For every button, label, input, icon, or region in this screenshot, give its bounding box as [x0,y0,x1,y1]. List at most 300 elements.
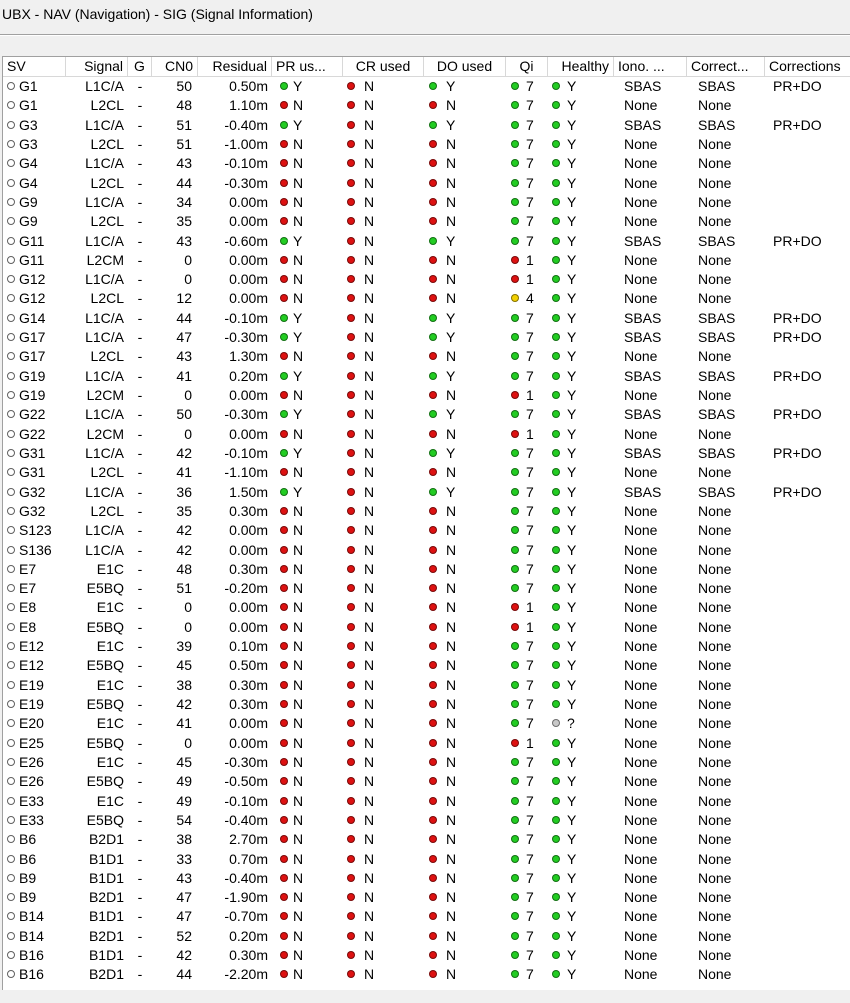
do-status-icon [429,970,437,978]
cell-healthy: Y [567,309,577,326]
sv-marker-icon [7,468,15,476]
cell-sv: E25 [19,734,44,751]
col-header-signal[interactable]: Signal [66,57,128,76]
cell-correct: SBAS [698,116,736,133]
cell-healthy: Y [567,483,577,500]
cell-qi: 7 [526,869,534,886]
cell-qi: 7 [526,947,534,964]
cell-g: - [137,135,143,152]
cell-g: - [137,947,143,964]
cell-do-used: Y [446,367,456,384]
cell-cr-used: N [364,251,375,268]
cell-qi: 7 [526,329,534,346]
cell-signal: E1C [96,676,124,693]
cell-correct: None [698,811,732,828]
cell-pr-used: N [293,213,304,230]
cr-status-icon [347,603,355,611]
cr-status-icon [347,970,355,978]
table-row[interactable] [3,965,850,984]
table-row[interactable] [3,232,850,251]
cell-signal: L2CL [90,502,124,519]
table-row[interactable] [3,444,850,463]
healthy-status-icon [552,179,560,187]
cell-cr-used: N [364,966,375,983]
cell-sv: G17 [19,348,46,365]
do-status-icon [429,816,437,824]
cell-cr-used: N [364,599,375,616]
cell-sv: G3 [19,135,38,152]
table-row[interactable] [3,251,850,270]
cell-corrections [773,502,850,521]
table-row[interactable] [3,830,850,849]
cell-iono: None [624,696,658,712]
col-header-cn0[interactable]: CN0 [152,57,198,76]
col-header-correct[interactable]: Correct... [687,57,765,76]
cell-g: - [137,908,143,925]
qi-status-icon [511,468,519,476]
qi-status-icon [511,179,519,187]
cell-pr-used: N [293,251,304,268]
cell-cn0: 45 [176,753,192,770]
cell-correct: SBAS [698,483,736,500]
cell-healthy: Y [567,734,577,751]
cell-iono: None [624,927,658,944]
table-row[interactable] [3,77,850,96]
cell-signal: B1D1 [88,908,124,925]
qi-status-icon [511,82,519,90]
cell-sv: B6 [19,850,37,867]
cell-cn0: 12 [176,290,192,307]
col-header-healthy[interactable]: Healthy [548,57,614,76]
table-row[interactable] [3,367,850,386]
healthy-status-icon [552,855,560,863]
cell-cn0: 0 [184,425,192,442]
qi-status-icon [511,874,519,882]
table-row[interactable] [3,386,850,405]
cell-residual: -0.20m [224,580,268,597]
pr-status-icon [280,584,288,592]
table-row[interactable] [3,579,850,598]
cell-g: - [137,232,143,249]
cell-residual: -0.70m [224,908,268,925]
do-status-icon [429,333,437,341]
healthy-status-icon [552,198,560,206]
cell-cr-used: N [364,522,375,539]
cell-correct: None [698,464,732,481]
cell-corrections [773,560,850,579]
table-row[interactable] [3,869,850,888]
cell-do-used: N [446,174,457,191]
table-row[interactable] [3,637,850,656]
cell-iono: None [624,638,658,655]
col-header-residual[interactable]: Residual [198,57,272,76]
cell-signal: L1C/A [85,483,124,500]
cell-pr-used: N [293,348,304,365]
cr-status-icon [347,758,355,766]
cell-iono: None [624,773,658,790]
cell-cn0: 50 [176,78,192,94]
table-row[interactable] [3,927,850,946]
table-row[interactable] [3,116,850,135]
cell-corrections [773,386,850,405]
cell-pr-used: N [293,193,304,210]
table-row[interactable] [3,753,850,772]
cell-sv: B9 [19,889,37,906]
cell-sv: S123 [19,522,52,539]
cell-cr-used: N [364,734,375,751]
table-row[interactable] [3,714,850,733]
cell-corrections: PR+DO [773,329,822,346]
cell-cr-used: N [364,271,375,288]
col-header-sv[interactable]: SV [3,57,66,76]
cell-healthy: Y [567,927,577,944]
cell-correct: None [698,193,732,210]
table-row[interactable] [3,850,850,869]
cell-healthy: Y [567,908,577,925]
sv-marker-icon [7,391,15,399]
cell-correct: None [698,696,732,712]
cell-correct: None [698,947,732,964]
col-header-qi[interactable]: Qi [506,57,548,76]
cell-sv: E12 [19,657,44,674]
cell-pr-used: N [293,502,304,519]
cell-iono: None [624,387,658,403]
cell-signal: L1C/A [85,367,124,384]
pr-status-icon [280,333,288,341]
qi-status-icon [511,623,519,631]
cell-cn0: 36 [176,483,192,500]
cell-cr-used: N [364,483,375,500]
pr-status-icon [280,237,288,245]
cell-do-used: N [446,869,457,886]
cell-residual: 0.10m [229,638,268,655]
cell-signal: B2D1 [88,831,124,848]
cell-sv: G9 [19,213,38,230]
cell-do-used: N [446,425,457,442]
cell-signal: L2CL [90,97,124,114]
cell-signal: L2CM [86,387,124,403]
cell-qi: 7 [526,541,534,558]
cell-correct: None [698,213,732,230]
sv-marker-icon [7,101,15,109]
cell-qi: 7 [526,753,534,770]
cell-healthy: Y [567,522,577,539]
cr-status-icon [347,874,355,882]
cell-healthy: Y [567,425,577,442]
cell-iono: None [624,715,658,732]
table-row[interactable] [3,907,850,926]
cell-qi: 7 [526,773,534,790]
sv-marker-icon [7,352,15,360]
cell-sv: G11 [19,232,45,249]
sv-marker-icon [7,430,15,438]
cell-g: - [137,657,143,674]
table-row[interactable] [3,347,850,366]
cell-cr-used: N [364,290,375,307]
cell-qi: 7 [526,97,534,114]
cell-qi: 7 [526,193,534,210]
cell-iono: None [624,174,658,191]
cell-cn0: 43 [176,348,192,365]
cell-correct: None [698,97,732,114]
pr-status-icon [280,198,288,206]
cell-g: - [137,348,143,365]
cell-cr-used: N [364,638,375,655]
cell-do-used: N [446,696,457,712]
table-row[interactable] [3,309,850,328]
healthy-status-icon [552,816,560,824]
pr-status-icon [280,488,288,496]
qi-status-icon [511,719,519,727]
table-row[interactable] [3,811,850,830]
cell-residual: -0.10m [224,155,268,172]
table-row[interactable] [3,695,850,714]
table-row[interactable] [3,734,850,753]
cell-signal: L1C/A [85,406,124,423]
table-row[interactable] [3,676,850,695]
cell-iono: SBAS [624,406,662,423]
cell-signal: L1C/A [85,78,124,94]
cr-status-icon [347,623,355,631]
table-row[interactable] [3,135,850,154]
cr-status-icon [347,777,355,785]
cell-corrections [773,618,850,637]
cell-signal: B1D1 [88,947,124,964]
table-row[interactable] [3,463,850,482]
cell-g: - [137,502,143,519]
qi-status-icon [511,159,519,167]
pr-status-icon [280,739,288,747]
qi-status-icon [511,855,519,863]
col-header-g[interactable]: G [128,57,152,76]
cell-do-used: N [446,522,457,539]
table-row[interactable] [3,425,850,444]
cell-healthy: Y [567,348,577,365]
cell-cn0: 49 [176,792,192,809]
cell-iono: SBAS [624,78,662,94]
cell-residual: -0.40m [224,116,268,133]
cell-sv: B6 [19,831,37,848]
pr-status-icon [280,546,288,554]
qi-status-icon [511,237,519,245]
cell-corrections [773,676,850,695]
cell-residual: 0.00m [229,522,268,539]
cell-iono: None [624,97,658,114]
table-row[interactable] [3,96,850,115]
pr-status-icon [280,642,288,650]
cell-qi: 1 [526,251,534,268]
table-row[interactable] [3,405,850,424]
table-row[interactable] [3,598,850,617]
cr-status-icon [347,584,355,592]
healthy-status-icon [552,777,560,785]
do-status-icon [429,507,437,515]
cell-do-used: N [446,213,457,230]
healthy-status-icon [552,237,560,245]
table-row[interactable] [3,541,850,560]
cell-corrections [773,541,850,560]
cell-cr-used: N [364,560,375,577]
cell-g: - [137,522,143,539]
cell-sv: B14 [19,908,44,925]
cell-iono: None [624,676,658,693]
table-row[interactable] [3,656,850,675]
qi-status-icon [511,526,519,534]
healthy-status-icon [552,314,560,322]
cell-cr-used: N [364,927,375,944]
cell-pr-used: N [293,869,304,886]
cell-correct: None [698,522,732,539]
cell-iono: None [624,290,658,307]
cell-iono: None [624,869,658,886]
cell-corrections [773,347,850,366]
cell-do-used: N [446,580,457,597]
cell-healthy: Y [567,78,577,94]
table-row[interactable] [3,328,850,347]
cell-qi: 7 [526,927,534,944]
cell-pr-used: N [293,734,304,751]
col-header-iono[interactable]: Iono. ... [614,57,687,76]
cell-qi: 7 [526,560,534,577]
cell-residual: 0.00m [229,734,268,751]
cell-healthy: Y [567,676,577,693]
cell-cn0: 35 [176,502,192,519]
table-row[interactable] [3,792,850,811]
cell-qi: 7 [526,483,534,500]
cell-healthy: Y [567,599,577,616]
healthy-status-icon [552,140,560,148]
cell-correct: None [698,155,732,172]
cr-status-icon [347,507,355,515]
pr-status-icon [280,82,288,90]
sv-marker-icon [7,565,15,573]
cell-residual: -0.30m [224,174,268,191]
cell-iono: None [624,135,658,152]
cr-status-icon [347,121,355,129]
sv-marker-icon [7,777,15,785]
cell-signal: L1C/A [85,116,124,133]
cell-do-used: N [446,97,457,114]
table-row[interactable] [3,502,850,521]
cell-qi: 1 [526,734,534,751]
cell-g: - [137,78,143,94]
cell-iono: None [624,251,658,268]
cell-do-used: N [446,908,457,925]
sv-marker-icon [7,681,15,689]
cell-corrections [773,772,850,791]
cell-do-used: N [446,927,457,944]
cell-iono: None [624,831,658,848]
table-row[interactable] [3,212,850,231]
cell-cn0: 38 [176,831,192,848]
cell-iono: None [624,792,658,809]
cell-correct: None [698,734,732,751]
cell-qi: 7 [526,811,534,828]
cell-signal: L2CL [90,348,124,365]
table-row[interactable] [3,483,850,502]
sv-marker-icon [7,333,15,341]
cell-sv: G32 [19,483,46,500]
cell-corrections: PR+DO [773,232,822,249]
cell-healthy: Y [567,696,577,712]
cell-do-used: N [446,464,457,481]
cell-g: - [137,734,143,751]
table-row[interactable] [3,193,850,212]
table-row[interactable] [3,154,850,173]
cell-sv: E8 [19,618,37,635]
sv-marker-icon [7,739,15,747]
cr-status-icon [347,372,355,380]
cell-correct: None [698,773,732,790]
cell-cr-used: N [364,850,375,867]
cell-qi: 7 [526,657,534,674]
cell-cn0: 0 [184,251,192,268]
signal-table[interactable] [2,56,850,991]
cell-cr-used: N [364,116,375,133]
col-header-corrections[interactable]: Corrections [765,57,850,76]
table-row[interactable] [3,174,850,193]
qi-status-icon [511,758,519,766]
pr-status-icon [280,603,288,611]
cell-g: - [137,387,143,403]
do-status-icon [429,874,437,882]
healthy-status-icon [552,603,560,611]
cell-cn0: 47 [176,908,192,925]
table-row[interactable] [3,618,850,637]
qi-status-icon [511,140,519,148]
table-row[interactable] [3,772,850,791]
cell-residual: 0.50m [229,657,268,674]
sv-marker-icon [7,449,15,457]
cell-healthy: Y [567,329,577,346]
cell-residual: 0.00m [229,271,268,288]
table-row[interactable] [3,560,850,579]
cell-iono: None [624,753,658,770]
do-status-icon [429,488,437,496]
col-header-pr-used[interactable]: PR us... [272,57,343,76]
cell-sv: G12 [19,290,46,307]
cell-cr-used: N [364,889,375,906]
table-row[interactable] [3,289,850,308]
cell-correct: None [698,251,732,268]
cell-qi: 7 [526,155,534,172]
cell-cn0: 47 [176,329,192,346]
table-row[interactable] [3,270,850,289]
cell-do-used: N [446,541,457,558]
cell-pr-used: N [293,271,304,288]
cell-sv: G17 [19,329,46,346]
table-row[interactable] [3,888,850,907]
cell-residual: 1.10m [229,97,268,114]
cell-signal: E5BQ [86,773,124,790]
cell-sv: G32 [19,502,46,519]
cell-healthy: Y [567,811,577,828]
cell-g: - [137,831,143,848]
cell-cr-used: N [364,580,375,597]
cell-sv: G11 [19,251,45,268]
col-header-cr-used[interactable]: CR used [343,57,424,76]
healthy-status-icon [552,623,560,631]
cell-g: - [137,966,143,983]
sv-marker-icon [7,159,15,167]
pr-status-icon [280,681,288,689]
cell-cn0: 45 [176,657,192,674]
col-header-do-used[interactable]: DO used [424,57,506,76]
table-row[interactable] [3,946,850,965]
cell-pr-used: N [293,811,304,828]
cell-corrections: PR+DO [773,116,822,133]
table-row[interactable] [3,521,850,540]
